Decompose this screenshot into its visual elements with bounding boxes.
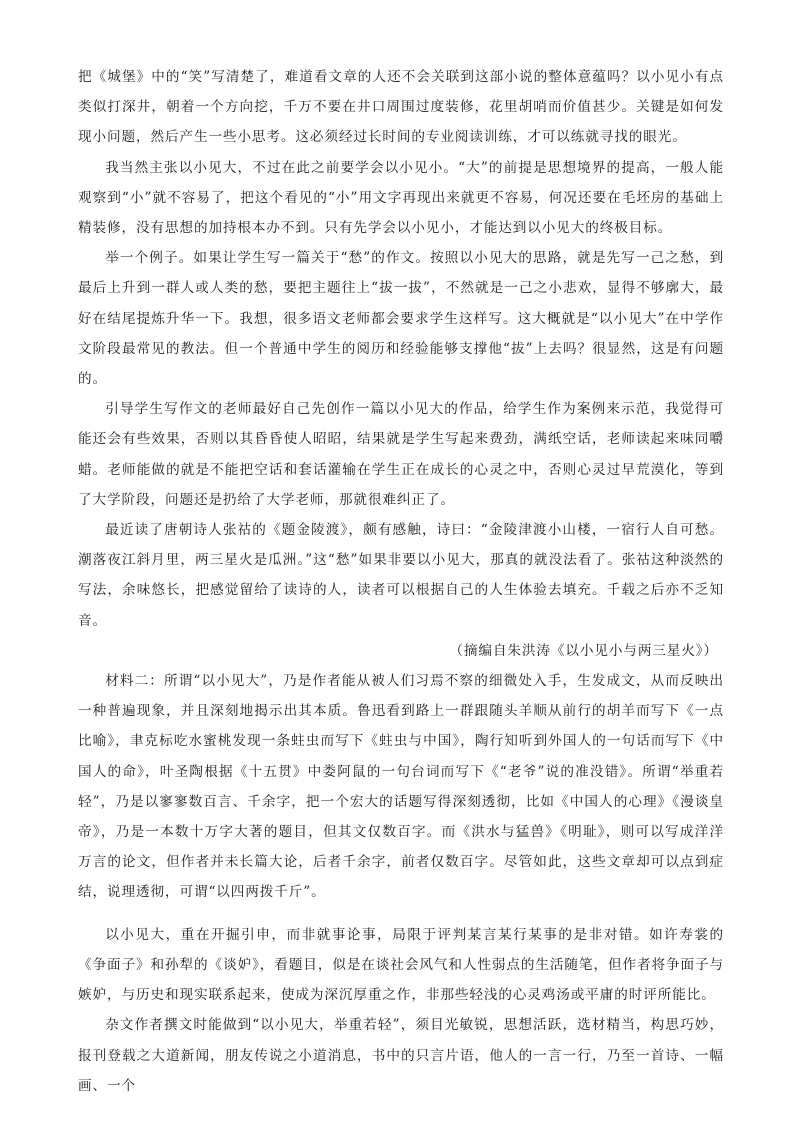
paragraph-continuation: 把《城堡》中的“笑”写清楚了，难道看文章的人还不会关联到这部小说的整体意蕴吗？以小见小有点类似打深井，朝着一个方向挖，千万不要在井口周围过度装修，花里胡哨而价值甚少。关键是如何发现小问题，然后产生一些小思考。这必须经过长时间的专业阅读训练，才可以练就寻找的眼光。 [78,69,724,146]
paragraph-gap [78,908,724,920]
paragraph-see-small: 我当然主张以小见大，不过在此之前要学会以小见小。“大”的前提是思想境界的提高，一般人能观察到“小”就不容易了，把这个看见的“小”用文字再现出来就更不容易，何况还要在毛坯房的基础上精装修，没有思想的加持根本办不到。只有先学会以小见小，才能达到以小见大的终极目标。 [78,159,724,237]
material-two-intro: 材料二：所谓“以小见大”，乃是作者能从被人们习焉不察的细微处入手，生发成文，从而反映出一种普遍现象，并且深刻地揭示出其本质。鲁迅看到路上一群跟随头羊顺从前行的胡羊而写下《一点比喻》，聿克标吃水蜜桃发现一条蛀虫而写下《蛀虫与中国》，陶行知听到外国人的一句话而写下《中国人的命》，叶圣陶根据《十五贯》中娄阿鼠的一句台词而写下《“老爷”说的准没错》。所谓“举重若轻”，乃是以寥寥数百言、千余字，把一个宏大的话题写得深刻透彻，比如《中国人的心理》《漫谈皇帝》，乃是一本数十万字大著的题目，但其文仅数百字。而《洪水与猛兽》《明耻》，则可以写成洋洋万言的论文，但作者并未长篇大论，后者千余字，前者仅数百字。尽管如此，这些文章却可以点到症结，说理透彻，可谓“以四两拨千斤”。 [78,673,724,901]
paragraph-poem: 最近读了唐朝诗人张祜的《题金陵渡》，颇有感触，诗曰：“金陵津渡小山楼，一宿行人自可愁。潮落夜江斜月里，两三星火是瓜洲。”这“愁”如果非要以小见大，那真的就没法看了。张祜这种淡然的写法，余味悠长，把感觉留给了读诗的人，读者可以根据自己的人生体验去填充。千载之后亦不乏知音。 [78,522,724,629]
document-page [78,62,724,1101]
material-two-paragraph: 以小见大，重在开掘引申，而非就事论事，局限于评判某言某行某事的是非对错。如许寿裳的《争面子》和孙犁的《谈妒》，看题目，似是在谈社会风气和人性弱点的生活随笔，但作者将争面子与嫉妒，与历史和现实联系起来，使成为深沉厚重之作，非那些轻浅的心灵鸡汤或平庸的时评所能比。 [78,926,724,1004]
paragraph-teacher: 引导学生写作文的老师最好自己先创作一篇以小见大的作品，给学生作为案例来示范，我觉得可能还会有些效果，否则以其昏昏使人昭昭，结果就是学生写起来费劲，满纸空话，老师读起来味同嚼蜡。老师能做的就是不能把空话和套话灌输在学生正在成长的心灵之中，否则心灵过早荒漠化，等到了大学阶段，问题还是扔给了大学老师，那就很难纠正了。 [78,401,724,508]
paragraph-example: 举一个例子。如果让学生写一篇关于“愁”的作文。按照以小见大的思路，就是先写一己之愁，到最后上升到一群人或人类的愁，要把主题往上“拔一拔”，不然就是一己之小悲欢，显得不够廓大，最好在结尾提炼升华一下。我想，很多语文老师都会要求学生这样写。这大概就是“以小见大”在中学作文阶段最常见的教法。但一个普通中学生的阅历和经验能够支撑他“拔”上去吗？很显然，这是有问题的。 [78,250,724,388]
source-citation: （摘编自朱洪涛《以小见小与两三星火》） [449,642,718,659]
material-two-paragraph-last: 杂文作者撰文时能做到“以小见大，举重若轻”，须目光敏锐，思想活跃，选材精当，构思巧妙，报刊登载之大道新闻，朋友传说之小道消息，书中的只言片语，他人的一言一行，乃至一首诗、一幅画、一个 [78,1017,724,1094]
